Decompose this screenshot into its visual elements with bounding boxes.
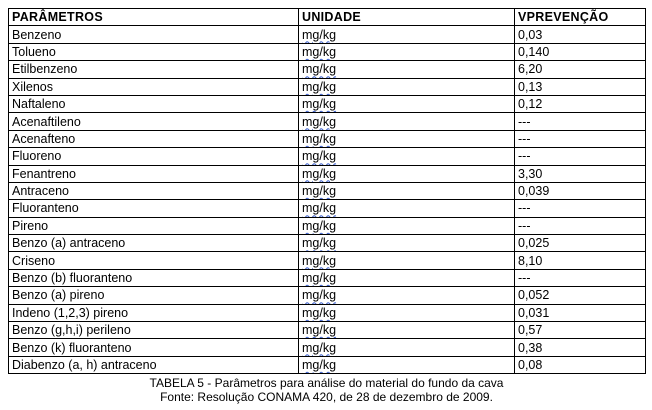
unit-text: mg/kg — [302, 201, 337, 216]
unit-text: mg/kg — [302, 79, 337, 94]
table-row — [9, 252, 646, 269]
unit-cell — [299, 200, 515, 217]
parameter-cell: Benzeno — [9, 26, 299, 43]
parameter-cell: Acenaftileno — [9, 113, 299, 130]
unit-text: mg/kg — [302, 271, 337, 286]
unit-text: mg/kg — [302, 253, 337, 268]
parameter-cell: Benzo (a) antraceno — [9, 235, 299, 252]
table-row — [9, 61, 646, 78]
unit-cell — [299, 113, 515, 130]
parameter-cell: Fenantreno — [9, 165, 299, 182]
unit-cell — [299, 148, 515, 165]
table-row — [9, 339, 646, 356]
unit-cell — [299, 269, 515, 286]
table-row — [9, 43, 646, 60]
unit-text: mg/kg — [302, 323, 337, 338]
table-header-row — [9, 9, 646, 26]
table-row — [9, 217, 646, 234]
table-row — [9, 200, 646, 217]
parameter-cell: Indeno (1,2,3) pireno — [9, 304, 299, 321]
unit-text: mg/kg — [302, 166, 337, 181]
unit-text: mg/kg — [302, 236, 337, 251]
table-row — [9, 95, 646, 112]
table-row — [9, 322, 646, 339]
caption-source: Fonte: Resolução CONAMA 420, de 28 de dezembro de 2009. — [160, 390, 493, 404]
unit-cell — [299, 182, 515, 199]
parameter-cell: Tolueno — [9, 43, 299, 60]
value-cell: 0,12 — [515, 95, 646, 112]
value-cell: --- — [515, 130, 646, 147]
unit-text: mg/kg — [302, 184, 337, 199]
value-cell: 3,30 — [515, 165, 646, 182]
value-cell: 0,052 — [515, 287, 646, 304]
parameter-cell: Benzo (k) fluoranteno — [9, 339, 299, 356]
unit-text: mg/kg — [302, 305, 337, 320]
value-cell: --- — [515, 200, 646, 217]
unit-cell — [299, 217, 515, 234]
parameter-cell: Benzo (g,h,i) perileno — [9, 322, 299, 339]
unit-cell — [299, 287, 515, 304]
unit-cell — [299, 235, 515, 252]
value-cell: 0,025 — [515, 235, 646, 252]
value-cell: 0,140 — [515, 43, 646, 60]
unit-text: mg/kg — [302, 97, 337, 112]
parameter-cell: Criseno — [9, 252, 299, 269]
unit-text: mg/kg — [302, 149, 337, 164]
parameter-cell: Benzo (b) fluoranteno — [9, 269, 299, 286]
unit-cell — [299, 78, 515, 95]
unit-text: mg/kg — [302, 340, 337, 355]
table-row — [9, 148, 646, 165]
header-parametros: PARÂMETROS — [9, 9, 299, 26]
value-cell: --- — [515, 269, 646, 286]
table-row — [9, 235, 646, 252]
unit-text: mg/kg — [302, 288, 337, 303]
parameter-cell: Naftaleno — [9, 95, 299, 112]
parameter-cell: Acenafteno — [9, 130, 299, 147]
unit-text: mg/kg — [302, 27, 337, 42]
parameter-cell: Diabenzo (a, h) antraceno — [9, 356, 299, 373]
unit-text: mg/kg — [302, 131, 337, 146]
value-cell: 8,10 — [515, 252, 646, 269]
parameter-cell: Fluoreno — [9, 148, 299, 165]
table-row — [9, 113, 646, 130]
unit-cell — [299, 130, 515, 147]
value-cell: 0,57 — [515, 322, 646, 339]
table-body — [9, 26, 646, 374]
parameters-table — [8, 8, 646, 374]
table-row — [9, 304, 646, 321]
table-row — [9, 130, 646, 147]
unit-cell — [299, 165, 515, 182]
parameter-cell: Fluoranteno — [9, 200, 299, 217]
unit-cell — [299, 356, 515, 373]
unit-cell — [299, 339, 515, 356]
parameter-cell: Benzo (a) pireno — [9, 287, 299, 304]
value-cell: 0,039 — [515, 182, 646, 199]
value-cell: 0,031 — [515, 304, 646, 321]
caption-title: TABELA 5 - Parâmetros para análise do material do fundo da cava — [149, 376, 504, 390]
table-row — [9, 356, 646, 373]
value-cell: 6,20 — [515, 61, 646, 78]
unit-text: mg/kg — [302, 62, 337, 77]
parameter-cell: Xilenos — [9, 78, 299, 95]
table-row — [9, 287, 646, 304]
table-row — [9, 26, 646, 43]
table-caption — [8, 376, 645, 404]
unit-cell — [299, 252, 515, 269]
unit-cell — [299, 95, 515, 112]
header-unidade: UNIDADE — [299, 9, 515, 26]
header-vprevencao: VPREVENÇÃO — [515, 9, 646, 26]
value-cell: 0,08 — [515, 356, 646, 373]
unit-cell — [299, 304, 515, 321]
unit-cell — [299, 43, 515, 60]
value-cell: 0,38 — [515, 339, 646, 356]
unit-text: mg/kg — [302, 218, 337, 233]
parameter-cell: Pireno — [9, 217, 299, 234]
parameter-cell: Antraceno — [9, 182, 299, 199]
unit-text: mg/kg — [302, 44, 337, 59]
value-cell: 0,13 — [515, 78, 646, 95]
value-cell: --- — [515, 217, 646, 234]
table-row — [9, 182, 646, 199]
unit-cell — [299, 26, 515, 43]
parameters-table-container — [8, 8, 645, 374]
value-cell: 0,03 — [515, 26, 646, 43]
table-row — [9, 78, 646, 95]
table-row — [9, 269, 646, 286]
parameter-cell: Etilbenzeno — [9, 61, 299, 78]
unit-cell — [299, 322, 515, 339]
table-row — [9, 165, 646, 182]
value-cell: --- — [515, 148, 646, 165]
value-cell: --- — [515, 113, 646, 130]
unit-text: mg/kg — [302, 358, 337, 372]
unit-cell — [299, 61, 515, 78]
unit-text: mg/kg — [302, 114, 337, 129]
